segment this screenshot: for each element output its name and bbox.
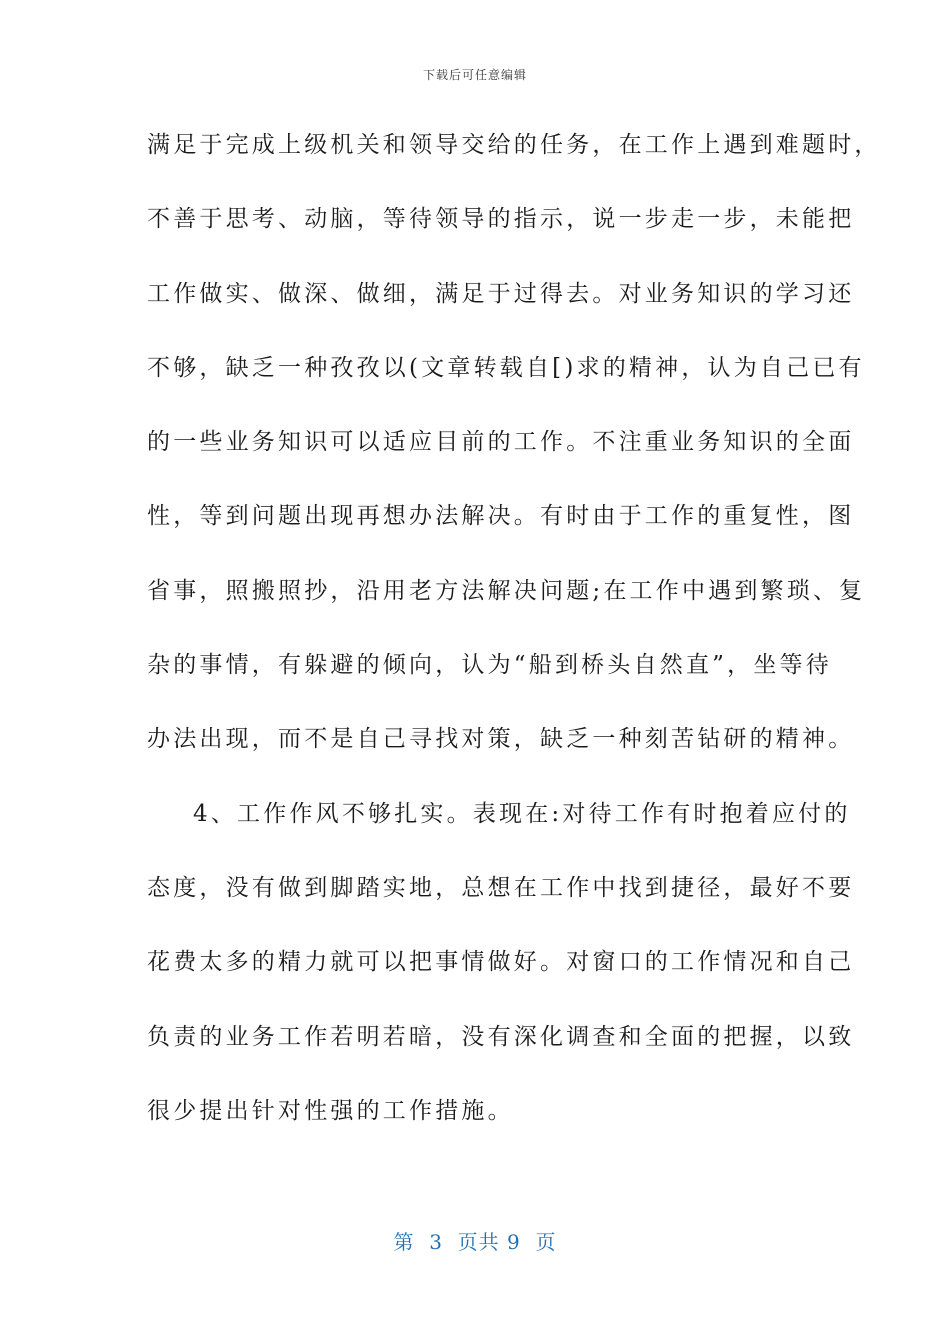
text-line: 不够，缺乏一种孜孜以(文章转载自[)求的精神，认为自己已有 xyxy=(147,354,865,381)
text-line: 办法出现，而不是自己寻找对策，缺乏一种刻苦钻研的精神。 xyxy=(147,726,855,753)
text-line: 的一些业务知识可以适应目前的工作。不注重业务知识的全面 xyxy=(147,429,855,456)
section-heading-line: 4、工作作风不够扎实。表现在:对待工作有时抱着应付的 xyxy=(193,800,851,827)
text-line: 性，等到问题出现再想办法解决。有时由于工作的重复性，图 xyxy=(147,503,855,530)
document-body xyxy=(147,120,881,1160)
text-line: 工作做实、做深、做细，满足于过得去。对业务知识的学习还 xyxy=(147,280,855,307)
text-line: 满足于完成上级机关和领导交给的任务，在工作上遇到难题时， xyxy=(147,132,881,158)
page-number-footer: 第 3 页共 9 页 xyxy=(393,1230,557,1254)
text-line: 态度，没有做到脚踏实地，总想在工作中找到捷径，最好不要 xyxy=(147,874,855,901)
text-line: 杂的事情，有躲避的倾向，认为“船到桥头自然直”，坐等待 xyxy=(147,652,832,679)
text-line: 花费太多的精力就可以把事情做好。对窗口的工作情况和自己 xyxy=(147,949,855,976)
text-line: 很少提出针对性强的工作措施。 xyxy=(147,1097,514,1124)
text-line: 省事，照搬照抄，沿用老方法解决问题;在工作中遇到繁琐、复 xyxy=(147,577,866,604)
text-line: 负责的业务工作若明若暗，没有深化调查和全面的把握，以致 xyxy=(147,1023,855,1050)
page-header: 下载后可任意编辑 xyxy=(422,68,527,82)
text-line: 不善于思考、动脑，等待领导的指示，说一步走一步，未能把 xyxy=(147,206,855,233)
